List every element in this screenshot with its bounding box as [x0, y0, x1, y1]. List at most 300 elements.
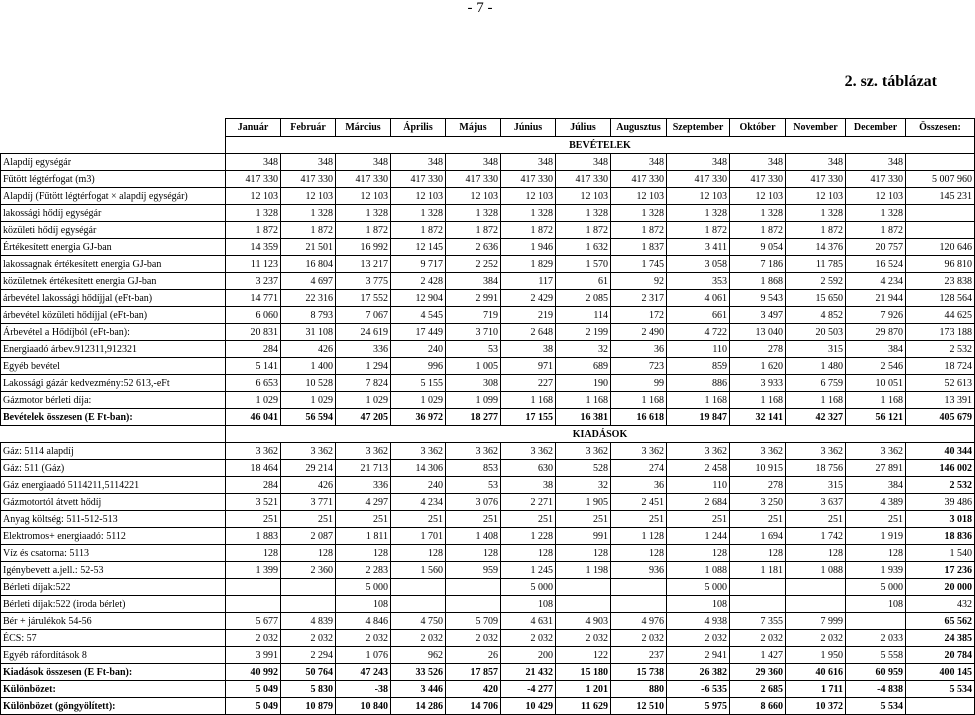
table-cell: 251: [611, 511, 667, 528]
table-cell: 21 432: [501, 664, 556, 681]
table-cell: 251: [501, 511, 556, 528]
table-cell: 128: [556, 545, 611, 562]
table-cell: 1 620: [730, 358, 786, 375]
table-cell: 971: [501, 358, 556, 375]
table-cell: 20 831: [226, 324, 281, 341]
table-cell: 8 660: [730, 698, 786, 715]
table-cell: [730, 596, 786, 613]
table-cell: 251: [446, 511, 501, 528]
table-cell: 1 128: [611, 528, 667, 545]
table-cell: 1 099: [446, 392, 501, 409]
table-cell: 251: [786, 511, 846, 528]
table-cell: 1 088: [667, 562, 730, 579]
table-cell: 18 756: [786, 460, 846, 477]
table-cell: 251: [846, 511, 906, 528]
row-label: Lakossági gázár kedvezmény:52 613,-eFt: [1, 375, 226, 392]
table-cell: 7 824: [336, 375, 391, 392]
table-cell: 384: [846, 477, 906, 494]
table-cell: 10 915: [730, 460, 786, 477]
row-label: Különbözet:: [1, 681, 226, 698]
table-cell: 108: [501, 596, 556, 613]
table-cell: 3 362: [846, 443, 906, 460]
table-cell: 128: [391, 545, 446, 562]
table-cell: 36: [611, 477, 667, 494]
table-cell: 3 362: [281, 443, 336, 460]
table-cell: 5 141: [226, 358, 281, 375]
table-cell: 5 155: [391, 375, 446, 392]
table-cell: 96 810: [906, 256, 975, 273]
table-cell: 853: [446, 460, 501, 477]
table-cell: [391, 596, 446, 613]
table-cell: 1 872: [281, 222, 336, 239]
table-cell: 65 562: [906, 613, 975, 630]
table-cell: 40 992: [226, 664, 281, 681]
table-cell: -38: [336, 681, 391, 698]
table-cell: 2 941: [667, 647, 730, 664]
table-cell: 12 103: [226, 188, 281, 205]
table-cell: 528: [556, 460, 611, 477]
table-cell: 1 883: [226, 528, 281, 545]
column-header: Október: [730, 119, 786, 137]
table-cell: 17 552: [336, 290, 391, 307]
table-cell: 36: [611, 341, 667, 358]
table-cell: 7 926: [846, 307, 906, 324]
table-cell: [281, 579, 336, 596]
table-cell: 2 032: [226, 630, 281, 647]
table-cell: 348: [281, 154, 336, 171]
table-cell: 16 618: [611, 409, 667, 426]
table-cell: 20 503: [786, 324, 846, 341]
table-cell: 2 085: [556, 290, 611, 307]
table-cell: 5 558: [846, 647, 906, 664]
table-cell: 384: [846, 341, 906, 358]
table-cell: 6 653: [226, 375, 281, 392]
table-cell: 3 362: [501, 443, 556, 460]
table-cell: 16 992: [336, 239, 391, 256]
table-cell: 99: [611, 375, 667, 392]
table-cell: 4 846: [336, 613, 391, 630]
table-cell: 1 872: [446, 222, 501, 239]
table-cell: 308: [446, 375, 501, 392]
table-cell: 12 145: [391, 239, 446, 256]
table-cell: 3 362: [226, 443, 281, 460]
table-cell: 172: [611, 307, 667, 324]
page-number: - 7 -: [467, 0, 493, 16]
row-label: közületi hődíj egységár: [1, 222, 226, 239]
table-cell: 3 362: [391, 443, 446, 460]
row-label: árbevétel lakossági hődíjjal (eFt-ban): [1, 290, 226, 307]
table-cell: 32: [556, 341, 611, 358]
table-cell: 128: [730, 545, 786, 562]
table-cell: [226, 596, 281, 613]
section-blank-cell: [1, 426, 226, 443]
table-row: [1, 239, 975, 256]
table-cell: 3 362: [336, 443, 391, 460]
table-row: [1, 443, 975, 460]
table-cell: 15 180: [556, 664, 611, 681]
table-cell: 38: [501, 477, 556, 494]
table-cell: 4 061: [667, 290, 730, 307]
table-cell: 27 891: [846, 460, 906, 477]
table-cell: [730, 579, 786, 596]
table-cell: 24 385: [906, 630, 975, 647]
table-cell: 10 051: [846, 375, 906, 392]
table-cell: 3 411: [667, 239, 730, 256]
table-cell: 6 759: [786, 375, 846, 392]
table-cell: 11 785: [786, 256, 846, 273]
table-cell: 10 528: [281, 375, 336, 392]
table-cell: 1 198: [556, 562, 611, 579]
table-cell: 18 724: [906, 358, 975, 375]
data-table: [0, 118, 975, 715]
header-row: [1, 119, 975, 137]
table-cell: 251: [281, 511, 336, 528]
table-cell: 29 870: [846, 324, 906, 341]
table-cell: 2 033: [846, 630, 906, 647]
table-cell: 40 344: [906, 443, 975, 460]
table-cell: 32 141: [730, 409, 786, 426]
table-cell: 2 032: [730, 630, 786, 647]
table-row: [1, 494, 975, 511]
table-cell: 2 685: [730, 681, 786, 698]
table-cell: 1 168: [730, 392, 786, 409]
table-cell: 3 018: [906, 511, 975, 528]
table-cell: 53: [446, 341, 501, 358]
table-cell: 4 297: [336, 494, 391, 511]
table-cell: 14 286: [391, 698, 446, 715]
row-label: Árbevétel a Hődíjból (eFt-ban):: [1, 324, 226, 341]
table-cell: 2 032: [556, 630, 611, 647]
table-cell: 2 032: [281, 630, 336, 647]
row-label: lakossagnak értékesített energia GJ-ban: [1, 256, 226, 273]
table-cell: 630: [501, 460, 556, 477]
table-cell: 2 317: [611, 290, 667, 307]
table-cell: 417 330: [391, 171, 446, 188]
table-cell: [906, 154, 975, 171]
table-row: [1, 392, 975, 409]
table-cell: 14 306: [391, 460, 446, 477]
table-cell: 114: [556, 307, 611, 324]
row-label: Fűtött légtérfogat (m3): [1, 171, 226, 188]
row-label: Bevételek összesen (E Ft-ban):: [1, 409, 226, 426]
table-cell: 7 355: [730, 613, 786, 630]
table-cell: 1 168: [846, 392, 906, 409]
table-cell: 145 231: [906, 188, 975, 205]
table-cell: 348: [786, 154, 846, 171]
table-cell: 1 711: [786, 681, 846, 698]
table-cell: 959: [446, 562, 501, 579]
section-title: BEVÉTELEK: [226, 137, 975, 154]
table-cell: 200: [501, 647, 556, 664]
table-cell: 10 840: [336, 698, 391, 715]
table-cell: 26: [446, 647, 501, 664]
table-cell: 2 294: [281, 647, 336, 664]
table-cell: [786, 579, 846, 596]
table-cell: 108: [667, 596, 730, 613]
table-cell: 12 103: [391, 188, 446, 205]
table-cell: 278: [730, 477, 786, 494]
table-cell: 278: [730, 341, 786, 358]
table-cell: 1 328: [786, 205, 846, 222]
table-cell: 32: [556, 477, 611, 494]
table-cell: 3 710: [446, 324, 501, 341]
table-row: [1, 358, 975, 375]
table-cell: 3 521: [226, 494, 281, 511]
table-cell: [611, 579, 667, 596]
table-cell: 13 040: [730, 324, 786, 341]
table-cell: 384: [446, 273, 501, 290]
table-cell: 29 360: [730, 664, 786, 681]
table-cell: 12 103: [281, 188, 336, 205]
table-cell: 128: [446, 545, 501, 562]
table-cell: 991: [556, 528, 611, 545]
table-cell: 18 836: [906, 528, 975, 545]
table-row: [1, 681, 975, 698]
table-cell: 1 076: [336, 647, 391, 664]
table-cell: 315: [786, 341, 846, 358]
table-cell: 128 564: [906, 290, 975, 307]
table-cell: 251: [556, 511, 611, 528]
table-cell: 1 201: [556, 681, 611, 698]
table-cell: 417 330: [667, 171, 730, 188]
table-cell: 14 771: [226, 290, 281, 307]
table-cell: 1 872: [226, 222, 281, 239]
table-cell: 353: [667, 273, 730, 290]
table-cell: 2 490: [611, 324, 667, 341]
column-header: Május: [446, 119, 501, 137]
table-cell: 14 706: [446, 698, 501, 715]
table-cell: 3 362: [611, 443, 667, 460]
column-header: December: [846, 119, 906, 137]
table-cell: 219: [501, 307, 556, 324]
table-cell: 12 103: [556, 188, 611, 205]
table-cell: -4 277: [501, 681, 556, 698]
table-cell: 240: [391, 477, 446, 494]
table-cell: 251: [730, 511, 786, 528]
table-cell: 4 545: [391, 307, 446, 324]
table-cell: 1 950: [786, 647, 846, 664]
table-cell: 9 717: [391, 256, 446, 273]
table-cell: 348: [730, 154, 786, 171]
table-cell: [786, 596, 846, 613]
table-cell: 886: [667, 375, 730, 392]
row-label: Gázmotor bérleti díja:: [1, 392, 226, 409]
table-cell: 1 872: [556, 222, 611, 239]
table-cell: 336: [336, 341, 391, 358]
table-cell: 1 872: [786, 222, 846, 239]
table-cell: [906, 222, 975, 239]
table-cell: 1 872: [667, 222, 730, 239]
table-cell: 417 330: [786, 171, 846, 188]
table-cell: 117: [501, 273, 556, 290]
table-cell: [391, 579, 446, 596]
table-cell: 4 903: [556, 613, 611, 630]
row-label: Gáz energiaadó 5114211,5114221: [1, 477, 226, 494]
table-cell: 2 032: [667, 630, 730, 647]
table-cell: 110: [667, 341, 730, 358]
table-cell: 2 648: [501, 324, 556, 341]
table-cell: 1 168: [611, 392, 667, 409]
table-cell: 4 389: [846, 494, 906, 511]
table-cell: 21 501: [281, 239, 336, 256]
table-cell: 417 330: [226, 171, 281, 188]
table-cell: 2 283: [336, 562, 391, 579]
table-cell: 3 250: [730, 494, 786, 511]
table-row: [1, 188, 975, 205]
table-cell: 128: [667, 545, 730, 562]
table-cell: 16 804: [281, 256, 336, 273]
table-cell: 190: [556, 375, 611, 392]
table-cell: [446, 579, 501, 596]
table-cell: 3 058: [667, 256, 730, 273]
table-cell: 9 054: [730, 239, 786, 256]
table-cell: [611, 596, 667, 613]
table-row: [1, 341, 975, 358]
table-cell: 3 933: [730, 375, 786, 392]
table-cell: 11 123: [226, 256, 281, 273]
table-cell: 3 775: [336, 273, 391, 290]
table-cell: 146 002: [906, 460, 975, 477]
table-row: [1, 460, 975, 477]
table-cell: 723: [611, 358, 667, 375]
table-cell: 128: [611, 545, 667, 562]
table-cell: 5 000: [667, 579, 730, 596]
table-cell: 2 458: [667, 460, 730, 477]
table-cell: 5 677: [226, 613, 281, 630]
table-cell: 880: [611, 681, 667, 698]
table-cell: 40 616: [786, 664, 846, 681]
table-cell: 56 121: [846, 409, 906, 426]
table-cell: 1 328: [336, 205, 391, 222]
table-cell: 996: [391, 358, 446, 375]
row-label: Értékesített energia GJ-ban: [1, 239, 226, 256]
table-cell: 4 631: [501, 613, 556, 630]
table-cell: 15 650: [786, 290, 846, 307]
table-cell: 1 228: [501, 528, 556, 545]
table-cell: 56 594: [281, 409, 336, 426]
row-label: Bérleti díjak:522 (iroda bérlet): [1, 596, 226, 613]
table-cell: 432: [906, 596, 975, 613]
table-cell: 1 029: [391, 392, 446, 409]
table-row: [1, 545, 975, 562]
table-cell: 2 032: [501, 630, 556, 647]
column-header: Március: [336, 119, 391, 137]
table-cell: [906, 698, 975, 715]
table-cell: 5 709: [446, 613, 501, 630]
table-cell: 128: [281, 545, 336, 562]
row-label: Alapdíj egységár: [1, 154, 226, 171]
table-cell: 1 745: [611, 256, 667, 273]
table-cell: 26 382: [667, 664, 730, 681]
table-cell: 417 330: [446, 171, 501, 188]
table-title: 2. sz. táblázat: [844, 73, 937, 90]
table-cell: 128: [846, 545, 906, 562]
table-cell: 173 188: [906, 324, 975, 341]
table-cell: 1 701: [391, 528, 446, 545]
table-cell: 859: [667, 358, 730, 375]
table-cell: 251: [226, 511, 281, 528]
table-cell: 1 168: [556, 392, 611, 409]
table-cell: 16 381: [556, 409, 611, 426]
table-cell: 20 784: [906, 647, 975, 664]
table-row: [1, 256, 975, 273]
table-cell: 16 524: [846, 256, 906, 273]
table-cell: 1 029: [281, 392, 336, 409]
section-header-row: [1, 137, 975, 154]
table-cell: 18 277: [446, 409, 501, 426]
table-cell: [226, 579, 281, 596]
row-label: Gáz: 511 (Gáz): [1, 460, 226, 477]
table-cell: 348: [336, 154, 391, 171]
table-cell: 2 636: [446, 239, 501, 256]
table-cell: 2 684: [667, 494, 730, 511]
table-cell: 128: [336, 545, 391, 562]
table-cell: 1 919: [846, 528, 906, 545]
table-cell: 44 625: [906, 307, 975, 324]
table-cell: 1 294: [336, 358, 391, 375]
table-row: [1, 290, 975, 307]
table-cell: 1 244: [667, 528, 730, 545]
table-cell: 3 771: [281, 494, 336, 511]
table-cell: 251: [336, 511, 391, 528]
table-cell: 2 032: [786, 630, 846, 647]
table-cell: 38: [501, 341, 556, 358]
table-cell: 108: [336, 596, 391, 613]
table-cell: 1 811: [336, 528, 391, 545]
table-cell: 1 872: [501, 222, 556, 239]
table-cell: 4 234: [391, 494, 446, 511]
table-cell: 24 619: [336, 324, 391, 341]
table-cell: 29 214: [281, 460, 336, 477]
table-cell: 5 975: [667, 698, 730, 715]
table-cell: 1 560: [391, 562, 446, 579]
row-label: árbevétel közületi hődíjjal (eFt-ban): [1, 307, 226, 324]
table-row: [1, 664, 975, 681]
table-cell: 2 032: [611, 630, 667, 647]
table-cell: [281, 596, 336, 613]
table-cell: -6 535: [667, 681, 730, 698]
table-cell: 1 328: [846, 205, 906, 222]
table-cell: 3 076: [446, 494, 501, 511]
table-cell: 251: [391, 511, 446, 528]
table-cell: 1 872: [730, 222, 786, 239]
table-row: [1, 511, 975, 528]
table-cell: 1 088: [786, 562, 846, 579]
table-row: [1, 579, 975, 596]
table-cell: 12 103: [501, 188, 556, 205]
table-row: [1, 409, 975, 426]
table-cell: 12 103: [667, 188, 730, 205]
table-cell: 108: [846, 596, 906, 613]
table-cell: 20 757: [846, 239, 906, 256]
table-cell: [906, 205, 975, 222]
row-label: Gáz: 5114 alapdíj: [1, 443, 226, 460]
table-cell: 417 330: [556, 171, 611, 188]
table-cell: 3 362: [667, 443, 730, 460]
table-cell: 12 103: [730, 188, 786, 205]
table-cell: 1 399: [226, 562, 281, 579]
table-row: [1, 171, 975, 188]
table-cell: 10 429: [501, 698, 556, 715]
table-cell: 10 372: [786, 698, 846, 715]
table-cell: 5 000: [336, 579, 391, 596]
table-cell: 5 000: [501, 579, 556, 596]
table-cell: 3 446: [391, 681, 446, 698]
table-cell: 14 376: [786, 239, 846, 256]
column-header: Augusztus: [611, 119, 667, 137]
table-cell: 2 532: [906, 341, 975, 358]
table-cell: 36 972: [391, 409, 446, 426]
